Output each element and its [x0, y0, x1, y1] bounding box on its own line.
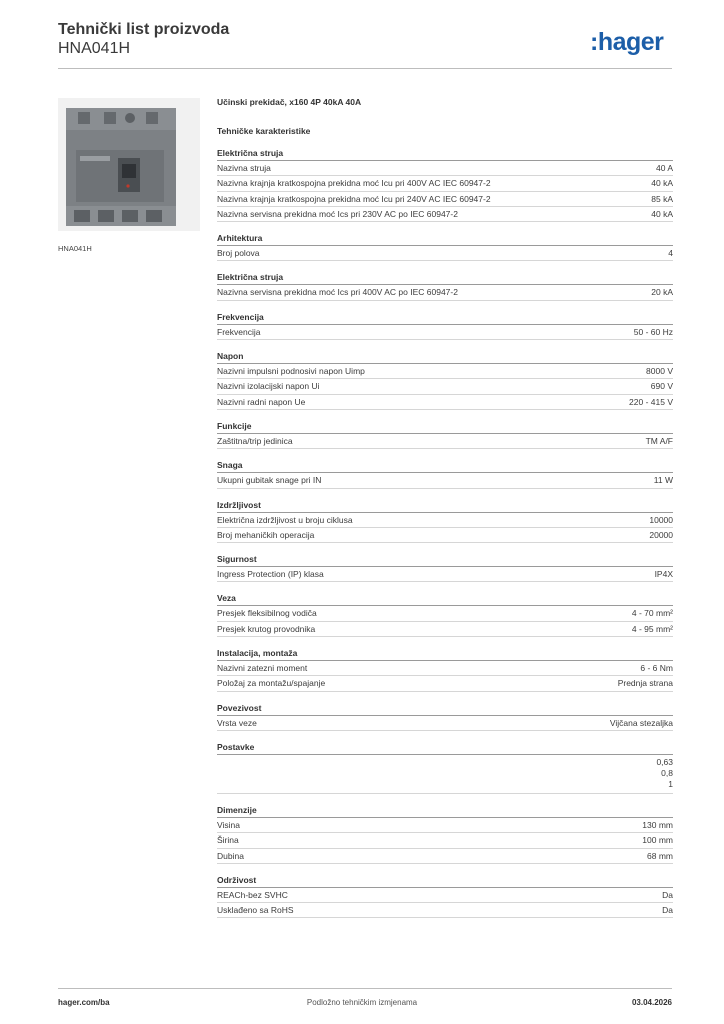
spec-label: Usklađeno sa RoHS: [217, 905, 294, 916]
spec-value: 4 - 95 mm²: [631, 623, 673, 634]
spec-row: [217, 676, 673, 691]
header-divider: [58, 68, 672, 69]
spec-value: 130 mm: [642, 819, 673, 830]
spec-label: Nazivna krajnja kratkospojna prekidna moć Icu pri 400V AC IEC 60947-2: [217, 178, 491, 189]
spec-row: [217, 528, 673, 543]
spec-row: [217, 192, 673, 207]
spec-section: [217, 553, 673, 582]
spec-value: 40 kA: [651, 178, 673, 189]
spec-label: Nazivni impulsni podnosivi napon Uimp: [217, 366, 365, 377]
footer-divider: [58, 988, 672, 989]
spec-row: [217, 364, 673, 379]
spec-label: Nazivni zatezni moment: [217, 663, 308, 674]
spec-section: [217, 147, 673, 222]
spec-label: Širina: [217, 835, 239, 846]
spec-label: REACh-bez SVHC: [217, 889, 288, 900]
spec-label: Dubina: [217, 850, 244, 861]
spec-value: 220 - 415 V: [629, 396, 673, 407]
spec-row: [217, 833, 673, 848]
spec-label: Frekvencija: [217, 326, 261, 337]
spec-section: [217, 804, 673, 864]
spec-row: [217, 513, 673, 528]
spec-value: 0,63: [656, 756, 673, 767]
spec-value: 50 - 60 Hz: [633, 326, 673, 337]
spec-row: [217, 606, 673, 621]
spec-row-multi: [217, 755, 673, 794]
section-title: Održivost: [217, 874, 673, 888]
spec-label: Presjek fleksibilnog vodiča: [217, 608, 317, 619]
section-title: Napon: [217, 350, 673, 364]
section-title: Sigurnost: [217, 553, 673, 567]
spec-label: Nazivna servisna prekidna moć Ics pri 230V AC po IEC 60947-2: [217, 208, 458, 219]
footer-notice: Podložno tehničkim izmjenama: [306, 998, 418, 1007]
section-title: Veza: [217, 592, 673, 606]
spec-section: [217, 592, 673, 637]
spec-row: [217, 161, 673, 176]
spec-value: 11 W: [653, 475, 673, 486]
spec-row: [217, 395, 673, 410]
spec-row: [217, 888, 673, 903]
section-title: Snaga: [217, 459, 673, 473]
spec-label: Ingress Protection (IP) klasa: [217, 569, 324, 580]
spec-row: [217, 818, 673, 833]
spec-section: [217, 874, 673, 919]
spec-label: Visina: [217, 819, 240, 830]
spec-label: Nazivni radni napon Ue: [217, 396, 306, 407]
spec-row: [217, 716, 673, 731]
section-title: Izdržljivost: [217, 499, 673, 513]
spec-section: [217, 420, 673, 449]
spec-value: Prednja strana: [617, 678, 673, 689]
spec-value: Da: [662, 905, 673, 916]
spec-row: [217, 325, 673, 340]
spec-row: [217, 246, 673, 261]
spec-section: [217, 499, 673, 544]
characteristics-heading: Tehničke karakteristike: [217, 126, 311, 136]
spec-value: 8000 V: [646, 366, 673, 377]
image-caption: HNA041H: [58, 244, 92, 253]
spec-sections: [217, 147, 673, 918]
spec-row: [217, 379, 673, 394]
spec-row: [217, 849, 673, 864]
spec-value: 100 mm: [642, 835, 673, 846]
section-title: Funkcije: [217, 420, 673, 434]
spec-label: Presjek krutog provodnika: [217, 623, 316, 634]
spec-row: [217, 622, 673, 637]
spec-row: [217, 434, 673, 449]
spec-label: Nazivna servisna prekidna moć Ics pri 400V AC po IEC 60947-2: [217, 287, 458, 298]
spec-row: [217, 207, 673, 222]
spec-value: 4 - 70 mm²: [631, 608, 673, 619]
spec-value: 40 A: [655, 163, 673, 173]
product-image: [58, 98, 200, 231]
spec-label: Nazivna krajnja kratkospojna prekidna moć Icu pri 240V AC IEC 60947-2: [217, 193, 491, 204]
spec-row: [217, 903, 673, 918]
spec-value: 690 V: [650, 381, 673, 392]
footer-date: 03.04.2026: [631, 998, 672, 1007]
spec-value: Vijčana stezaljka: [609, 717, 673, 728]
spec-value: 68 mm: [647, 850, 673, 861]
section-title: Frekvencija: [217, 311, 673, 325]
spec-label: Zaštitna/trip jedinica: [217, 435, 293, 446]
document-title: Tehnički list proizvoda: [58, 21, 230, 38]
spec-section: [217, 232, 673, 261]
spec-value: 20000: [649, 529, 673, 540]
spec-label: Ukupni gubitak snage pri IN: [217, 475, 322, 486]
spec-label: Nazivna struja: [217, 163, 271, 173]
section-title: Dimenzije: [217, 804, 673, 818]
product-title: Učinski prekidač, x160 4P 40kA 40A: [217, 97, 362, 107]
spec-value: Da: [662, 889, 673, 900]
spec-row: [217, 285, 673, 300]
spec-value: 4: [668, 248, 673, 259]
spec-value: 20 kA: [651, 287, 673, 298]
spec-section: [217, 459, 673, 488]
spec-section: [217, 741, 673, 794]
spec-value: TM A/F: [645, 435, 673, 446]
spec-label: Položaj za montažu/spajanje: [217, 678, 326, 689]
spec-section: [217, 271, 673, 300]
spec-section: [217, 647, 673, 692]
product-code: HNA041H: [58, 40, 131, 57]
section-title: Povezivost: [217, 702, 673, 716]
spec-label: Vrsta veze: [217, 717, 257, 728]
spec-row: [217, 567, 673, 582]
hager-logo[interactable]: :hager: [590, 28, 664, 56]
spec-section: [217, 702, 673, 731]
spec-row: [217, 661, 673, 676]
spec-value: 1: [668, 778, 673, 789]
spec-content: [217, 96, 673, 918]
spec-value: 85 kA: [651, 193, 673, 204]
spec-value: 6 - 6 Nm: [640, 663, 673, 674]
spec-section: [217, 311, 673, 340]
spec-section: [217, 350, 673, 410]
section-title: Električna struja: [217, 271, 673, 285]
section-title: Postavke: [217, 741, 673, 755]
section-title: Instalacija, montaža: [217, 647, 673, 661]
spec-label: Električna izdržljivost u broju ciklusa: [217, 514, 353, 525]
spec-row: [217, 473, 673, 488]
spec-value: 0,8: [661, 767, 673, 778]
spec-value: 10000: [649, 514, 673, 525]
spec-value: 40 kA: [651, 208, 673, 219]
spec-row: [217, 176, 673, 191]
section-title: Arhitektura: [217, 232, 673, 246]
spec-value: IP4X: [654, 569, 673, 580]
spec-label: Nazivni izolacijski napon Ui: [217, 381, 320, 392]
spec-label: Broj polova: [217, 248, 260, 259]
spec-label: Broj mehaničkih operacija: [217, 529, 315, 540]
footer-website[interactable]: hager.com/ba: [58, 998, 110, 1007]
section-title: Električna struja: [217, 147, 673, 161]
